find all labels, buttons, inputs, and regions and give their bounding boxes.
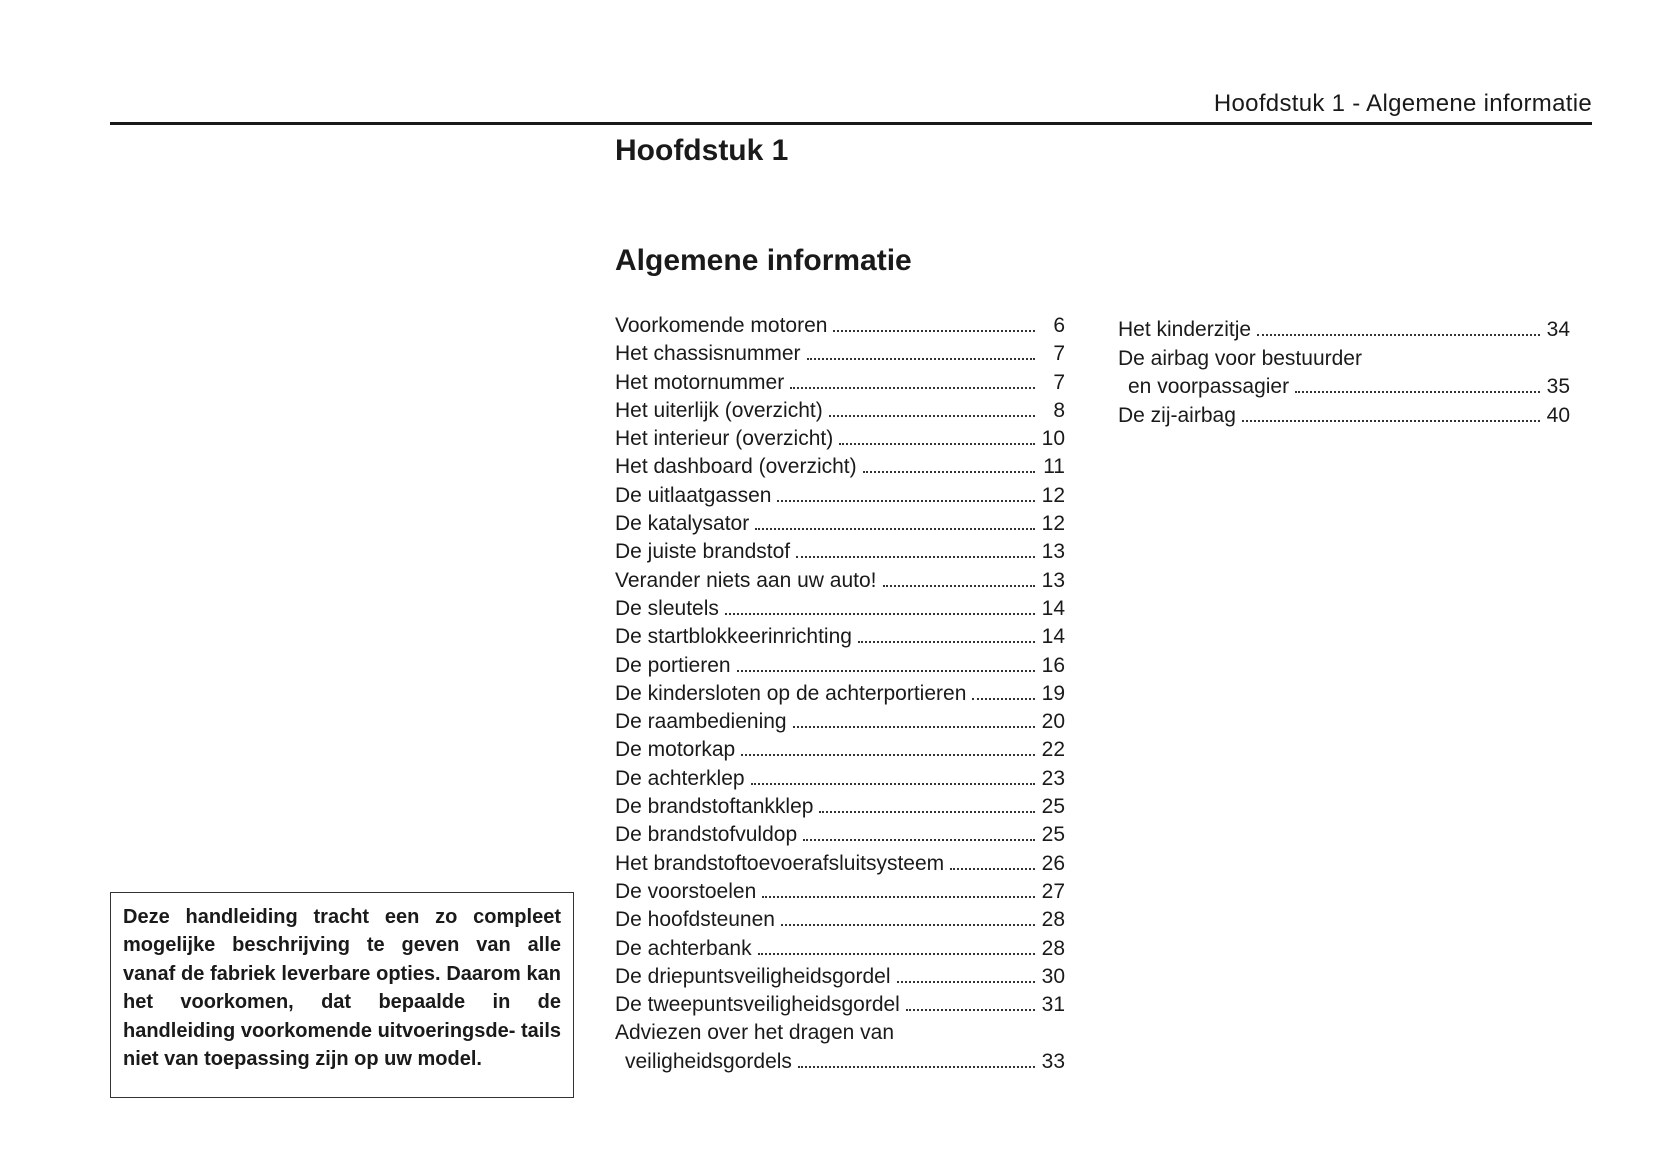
toc-entry-label: De achterklep — [615, 766, 745, 790]
toc-entry-label: veiligheidsgordels — [625, 1049, 792, 1073]
toc-leader-dots — [790, 387, 1035, 389]
notice-text: Deze handleiding tracht een zo compleet mogelijke beschrijving te geven van alle vanaf de fabriek leverbare opties. Daarom kan het voorkomen, dat bepaalde in de handleiding voorkomende uitvoeringsde- tails niet van toepassing zijn op uw model. — [123, 906, 561, 1071]
toc-leader-dots — [777, 500, 1035, 502]
toc-leader-dots — [1242, 420, 1540, 422]
toc-entry[interactable] — [615, 821, 1065, 849]
toc-entry-page: 14 — [1041, 596, 1065, 620]
toc-left-column — [615, 312, 1065, 1076]
toc-entry-page: 11 — [1043, 455, 1065, 479]
toc-entry[interactable] — [615, 397, 1065, 425]
toc-leader-dots — [751, 783, 1035, 785]
toc-entry-page: 20 — [1041, 710, 1065, 734]
toc-entry-page: 16 — [1041, 653, 1065, 677]
toc-entry-page: 7 — [1053, 342, 1065, 366]
toc-entry[interactable] — [615, 708, 1065, 736]
toc-entry-page: 23 — [1041, 766, 1065, 790]
toc-entry[interactable] — [615, 567, 1065, 595]
toc-entry[interactable] — [615, 453, 1065, 481]
toc-entry-label: De kindersloten op de achterportieren — [615, 681, 967, 705]
toc-entry-label: De driepuntsveiligheidsgordel — [615, 964, 891, 988]
toc-leader-dots — [737, 670, 1035, 672]
toc-entry-label: Het brandstoftoevoerafsluitsysteem — [615, 851, 945, 875]
toc-entry-label: De portieren — [615, 653, 731, 677]
toc-entry[interactable] — [615, 736, 1065, 764]
toc-entry-label: Het dashboard (overzicht) — [615, 455, 857, 479]
toc-entry-page: 13 — [1041, 540, 1065, 564]
toc-entry[interactable] — [615, 312, 1065, 340]
toc-entry-label: De tweepuntsveiligheidsgordel — [615, 993, 900, 1017]
toc-entry-page: 27 — [1041, 879, 1065, 903]
toc-entry[interactable] — [615, 1048, 1065, 1076]
toc-leader-dots — [819, 811, 1035, 813]
toc-entry-page: 28 — [1041, 908, 1065, 932]
toc-entry-page: 7 — [1053, 370, 1065, 394]
toc-entry[interactable] — [615, 850, 1065, 878]
toc-entry-label: Verander niets aan uw auto! — [615, 568, 877, 592]
toc-leader-dots — [858, 641, 1035, 643]
toc-entry-label: De achterbank — [615, 936, 752, 960]
toc-entry[interactable] — [615, 991, 1065, 1019]
toc-entry-label: De brandstofvuldop — [615, 823, 798, 847]
toc-entry-page: 26 — [1041, 851, 1065, 875]
toc-entry-page: 19 — [1041, 681, 1065, 705]
toc-entry-label: De airbag voor bestuurder — [1118, 346, 1362, 370]
toc-leader-dots — [950, 868, 1035, 870]
toc-entry-page: 40 — [1546, 403, 1570, 427]
toc-entry-page: 33 — [1041, 1049, 1065, 1073]
chapter-title: Algemene informatie — [615, 244, 912, 277]
toc-entry-label: De sleutels — [615, 596, 719, 620]
toc-entry[interactable] — [615, 538, 1065, 566]
toc-entry-label: Voorkomende motoren — [615, 314, 828, 337]
toc-entry[interactable] — [615, 482, 1065, 510]
toc-entry-label: Het interieur (overzicht) — [615, 427, 834, 451]
toc-entry[interactable] — [615, 878, 1065, 906]
toc-leader-dots — [807, 358, 1035, 360]
toc-leader-dots — [796, 556, 1035, 558]
toc-entry-continued[interactable] — [1118, 345, 1570, 374]
toc-leader-dots — [1295, 391, 1540, 393]
toc-entry[interactable] — [615, 680, 1065, 708]
toc-entry-page: 12 — [1041, 512, 1065, 536]
toc-entry-label: De motorkap — [615, 738, 736, 762]
toc-leader-dots — [906, 1009, 1035, 1011]
toc-right-column — [1118, 316, 1570, 430]
toc-entry-label: De raambediening — [615, 710, 787, 734]
toc-leader-dots — [839, 443, 1035, 445]
toc-entry[interactable] — [615, 425, 1065, 453]
toc-entry[interactable] — [615, 369, 1065, 397]
toc-entry-page: 34 — [1546, 318, 1570, 341]
toc-leader-dots — [725, 613, 1035, 615]
toc-entry-label: De katalysator — [615, 512, 750, 536]
toc-entry-page: 31 — [1041, 993, 1065, 1017]
toc-leader-dots — [833, 330, 1035, 332]
toc-entry[interactable] — [1118, 402, 1570, 431]
toc-entry[interactable] — [615, 652, 1065, 680]
header-rule — [110, 122, 1592, 125]
toc-entry-label: Adviezen over het dragen van — [615, 1021, 895, 1045]
toc-entry-page: 6 — [1053, 314, 1065, 337]
toc-leader-dots — [863, 471, 1035, 473]
toc-entry[interactable] — [615, 935, 1065, 963]
toc-entry-page: 22 — [1041, 738, 1065, 762]
toc-leader-dots — [781, 924, 1035, 926]
toc-entry-page: 28 — [1041, 936, 1065, 960]
toc-leader-dots — [741, 754, 1035, 756]
toc-entry[interactable] — [1118, 316, 1570, 345]
toc-entry-label: Het kinderzitje — [1118, 318, 1252, 341]
toc-entry-page: 25 — [1041, 823, 1065, 847]
toc-entry-label: De zij-airbag — [1118, 403, 1236, 427]
toc-leader-dots — [762, 896, 1035, 898]
toc-entry[interactable] — [615, 340, 1065, 368]
toc-entry-label: De startblokkeerinrichting — [615, 625, 852, 649]
toc-entry[interactable] — [615, 906, 1065, 934]
toc-leader-dots — [755, 528, 1035, 530]
toc-leader-dots — [883, 585, 1035, 587]
toc-entry-continued[interactable] — [615, 1019, 1065, 1047]
toc-entry[interactable] — [615, 623, 1065, 651]
toc-entry[interactable] — [615, 510, 1065, 538]
toc-entry[interactable] — [615, 963, 1065, 991]
toc-entry[interactable] — [615, 765, 1065, 793]
toc-entry-page: 10 — [1041, 427, 1065, 451]
toc-leader-dots — [897, 981, 1035, 983]
toc-entry[interactable] — [615, 793, 1065, 821]
toc-entry-page: 13 — [1041, 568, 1065, 592]
toc-leader-dots — [803, 839, 1035, 841]
toc-entry-label: De hoofdsteunen — [615, 908, 775, 932]
toc-leader-dots — [793, 726, 1035, 728]
toc-leader-dots — [798, 1066, 1035, 1068]
toc-entry[interactable] — [615, 595, 1065, 623]
toc-entry-page: 14 — [1041, 625, 1065, 649]
toc-entry-label: en voorpassagier — [1128, 375, 1290, 398]
toc-entry-page: 8 — [1053, 398, 1065, 422]
toc-leader-dots — [972, 698, 1035, 700]
toc-entry-label: Het uiterlijk (overzicht) — [615, 398, 823, 422]
toc-entry-page: 30 — [1041, 964, 1065, 988]
toc-entry-label: Het chassisnummer — [615, 342, 801, 366]
toc-entry-label: Het motornummer — [615, 370, 785, 394]
toc-leader-dots — [1257, 334, 1540, 336]
toc-entry-label: De brandstoftankklep — [615, 795, 814, 819]
toc-entry-label: De uitlaatgassen — [615, 483, 772, 507]
toc-leader-dots — [758, 953, 1035, 955]
running-header: Hoofdstuk 1 - Algemene informatie — [1213, 90, 1592, 117]
toc-entry-page: 12 — [1041, 483, 1065, 507]
chapter-label: Hoofdstuk 1 — [615, 134, 789, 167]
toc-entry-label: De voorstoelen — [615, 879, 757, 903]
notice-box — [110, 892, 574, 1098]
toc-entry-label: De juiste brandstof — [615, 540, 791, 564]
toc-entry-page: 35 — [1546, 375, 1570, 398]
toc-entry-page: 25 — [1041, 795, 1065, 819]
toc-leader-dots — [829, 415, 1035, 417]
toc-entry[interactable] — [1118, 373, 1570, 402]
